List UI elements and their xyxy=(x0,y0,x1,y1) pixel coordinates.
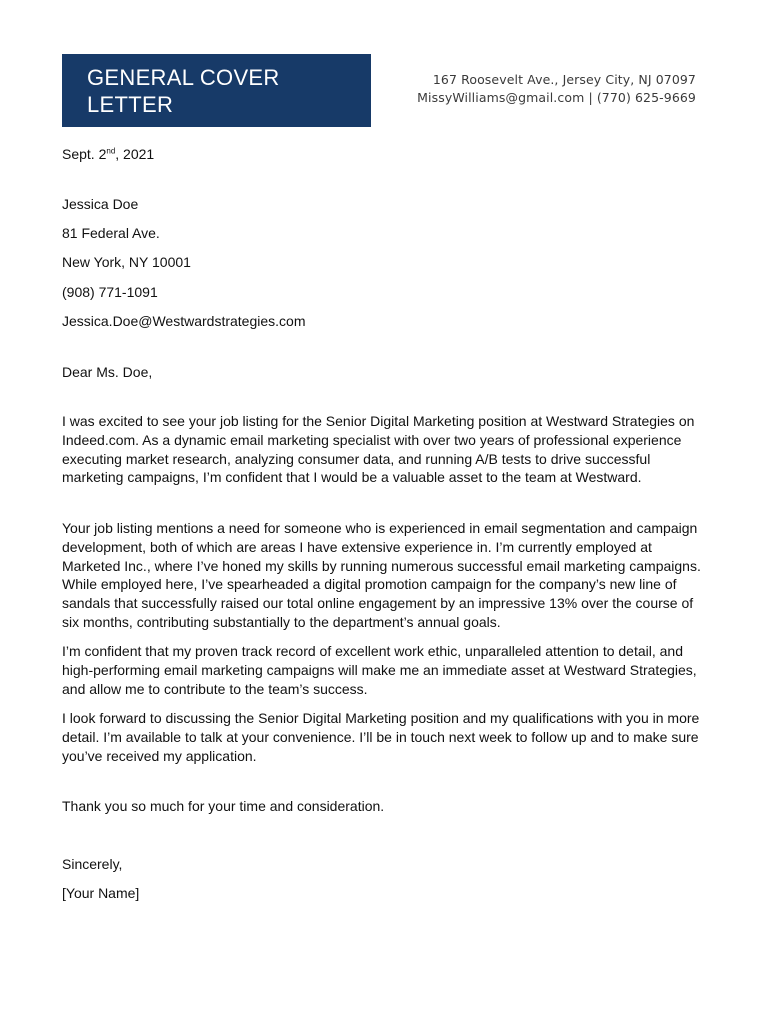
title-banner xyxy=(62,54,371,127)
date-ordinal: nd xyxy=(106,146,116,156)
recipient-name: Jessica Doe xyxy=(62,196,139,212)
paragraph-line: I’m confident that my proven track record of excellent work ethic, unparalleled attention to detail, and xyxy=(62,643,684,659)
title-line-2: LETTER xyxy=(87,92,174,117)
date-prefix: Sept. 2 xyxy=(62,146,107,162)
paragraph-line: development, both of which are areas I have extensive experience in. I’m currently employed at xyxy=(62,538,652,555)
paragraph-line: detail. I’m available to talk at your convenience. I’ll be in touch next week to follow up and to make sure xyxy=(62,728,699,745)
paragraph-line: I was excited to see your job listing for the Senior Digital Marketing position at Westward Strategies on xyxy=(62,413,695,429)
paragraph-line: and allow me to contribute to the team’s success. xyxy=(62,680,368,697)
paragraph-line: Indeed.com. As a dynamic email marketing specialist with over two years of professional experience xyxy=(62,431,682,448)
paragraph-line: Marketed Inc., where I’ve honed my skills by running numerous successful email marketing campaigns. xyxy=(62,557,701,574)
body-paragraph-2 xyxy=(62,519,707,632)
paragraph-line: high-performing email marketing campaigns will make me an immediate asset at Westward Strategies, xyxy=(62,661,697,678)
title-line-1: GENERAL COVER xyxy=(87,65,280,90)
paragraph-line: six months, contributing substantially to the department’s annual goals. xyxy=(62,613,501,630)
sender-address: 167 Roosevelt Ave., Jersey City, NJ 07097 xyxy=(432,72,696,87)
salutation: Dear Ms. Doe, xyxy=(62,364,153,380)
recipient-phone: (908) 771-1091 xyxy=(62,284,158,300)
paragraph-line: executing market research, analyzing consumer data, and running A/B tests to drive successful xyxy=(62,450,651,467)
document-title xyxy=(87,64,371,118)
paragraph-line: I look forward to discussing the Senior Digital Marketing position and my qualifications with you in more xyxy=(62,710,700,726)
date-suffix: , 2021 xyxy=(115,146,155,162)
sender-contact-block xyxy=(417,71,696,106)
paragraph-line: sandals that successfully raised our total online engagement by an impressive 13% over the course of xyxy=(62,595,694,612)
signature-placeholder: [Your Name] xyxy=(62,885,140,901)
paragraph-line: While employed here, I’ve spearheaded a digital promotion campaign for the company’s new line of xyxy=(62,576,677,593)
recipient-street: 81 Federal Ave. xyxy=(62,225,160,241)
sender-email-phone: MissyWilliams@gmail.com | (770) 625-9669 xyxy=(417,89,696,105)
recipient-city: New York, NY 10001 xyxy=(62,254,191,270)
letter-date xyxy=(62,145,154,164)
paragraph-line: marketing campaigns, I’m confident that I would be a valuable asset to the team at Westward. xyxy=(62,469,642,486)
body-paragraph-4 xyxy=(62,709,707,765)
body-paragraph-3 xyxy=(62,642,707,698)
recipient-email: Jessica.Doe@Westwardstrategies.com xyxy=(62,313,306,329)
paragraph-line: Your job listing mentions a need for someone who is experienced in email segmentation and campaign xyxy=(62,520,698,536)
paragraph-line: you’ve received my application. xyxy=(62,747,257,764)
signoff: Sincerely, xyxy=(62,856,123,872)
body-paragraph-1 xyxy=(62,412,707,487)
closing-thanks: Thank you so much for your time and consideration. xyxy=(62,798,385,814)
